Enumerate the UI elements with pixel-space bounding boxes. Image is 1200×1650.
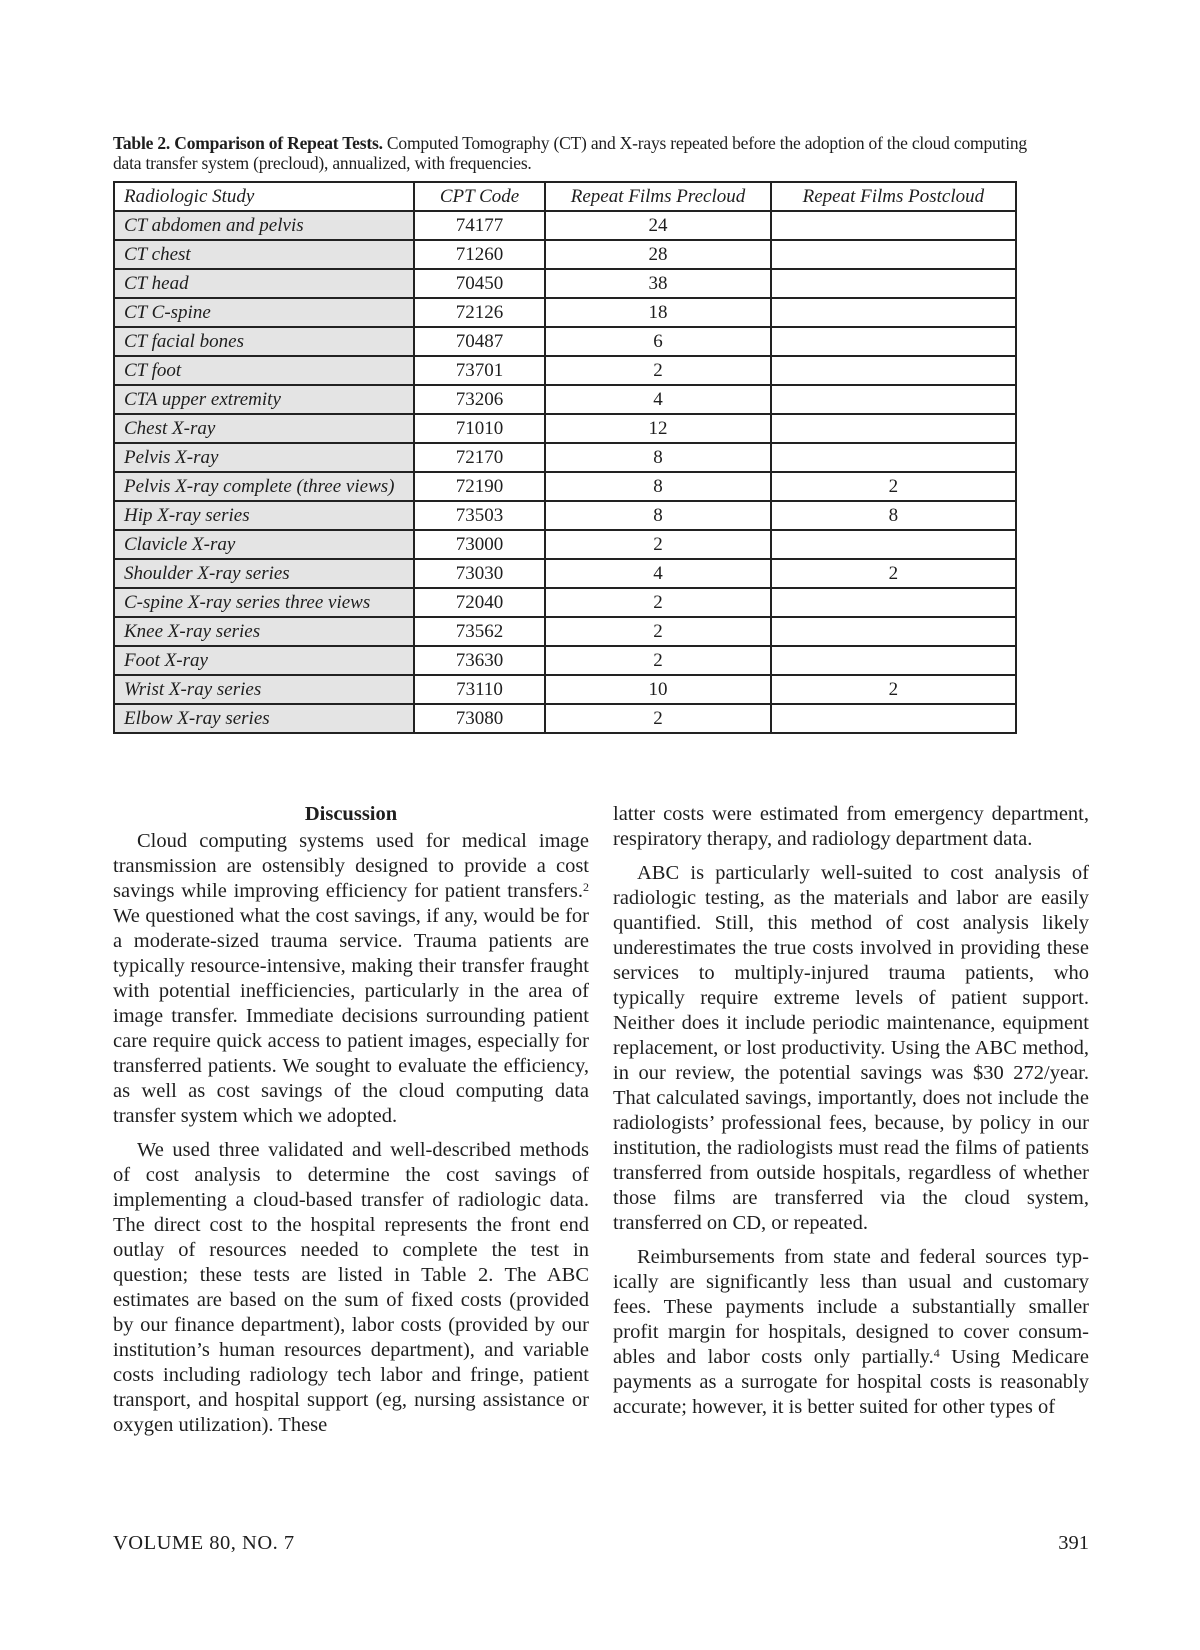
- cell-repeat-precloud: 8: [545, 443, 770, 472]
- paragraph-1-text-a: Cloud computing systems used for medical image transmission are ostensibly designed to provide a cost savings while improving efficiency for patient transfers.: [113, 830, 589, 902]
- cell-repeat-precloud: 2: [545, 530, 770, 559]
- discussion-paragraph-5: [613, 1245, 1089, 1420]
- cell-radiologic-study: CT C-spine: [114, 298, 414, 327]
- cell-cpt-code: 73562: [414, 617, 545, 646]
- cell-repeat-precloud: 4: [545, 559, 770, 588]
- page-number: 391: [1058, 1532, 1089, 1554]
- cell-radiologic-study: CT abdomen and pelvis: [114, 211, 414, 240]
- cell-radiologic-study: Wrist X-ray series: [114, 675, 414, 704]
- cell-cpt-code: 72126: [414, 298, 545, 327]
- cell-repeat-precloud: 2: [545, 704, 770, 733]
- cell-radiologic-study: Foot X-ray: [114, 646, 414, 675]
- table-row: [114, 443, 1016, 472]
- right-column: [613, 802, 1089, 1429]
- table-row: [114, 501, 1016, 530]
- table-caption-label: Table 2. Comparison of Repeat Tests.: [113, 133, 383, 153]
- reference-2: 2: [583, 880, 589, 894]
- cell-radiologic-study: CT foot: [114, 356, 414, 385]
- cell-cpt-code: 73630: [414, 646, 545, 675]
- cell-repeat-precloud: 12: [545, 414, 770, 443]
- cell-repeat-postcloud: 2: [771, 559, 1016, 588]
- table-row: [114, 211, 1016, 240]
- cell-repeat-postcloud: [771, 646, 1016, 675]
- repeat-tests-table: [113, 181, 1017, 734]
- discussion-paragraph-1: [113, 829, 589, 1129]
- cell-cpt-code: 70487: [414, 327, 545, 356]
- table-row: [114, 617, 1016, 646]
- cell-radiologic-study: Hip X-ray series: [114, 501, 414, 530]
- table-row: [114, 530, 1016, 559]
- cell-cpt-code: 73503: [414, 501, 545, 530]
- table-row: [114, 414, 1016, 443]
- cell-repeat-postcloud: [771, 704, 1016, 733]
- cell-cpt-code: 73030: [414, 559, 545, 588]
- cell-cpt-code: 73206: [414, 385, 545, 414]
- cell-repeat-postcloud: [771, 269, 1016, 298]
- cell-repeat-precloud: 18: [545, 298, 770, 327]
- cell-repeat-postcloud: [771, 211, 1016, 240]
- cell-cpt-code: 73701: [414, 356, 545, 385]
- discussion-paragraph-2: We used three validated and well-described methods of cost analysis to determine the cost savings of implementing a cloud-based transfer of radiologic data. The direct cost to the hospital represents the front end outlay of resources needed to complete the test in question; these tests are listed in Table 2. The ABC estimates are based on the sum of fixed costs (provided by our finance department), labor costs (provided by our institution’s human resources department), and variable costs including radiology tech labor and fringe, patient transport, and hospital support (eg, nursing assistance or oxygen utilization). These: [113, 1139, 589, 1436]
- cell-repeat-precloud: 10: [545, 675, 770, 704]
- discussion-paragraph-3: latter costs were estimated from emergency department, respiratory therapy, and radiology department data.: [613, 803, 1089, 850]
- cell-radiologic-study: CTA upper extremity: [114, 385, 414, 414]
- table-row: [114, 298, 1016, 327]
- table-row: [114, 588, 1016, 617]
- cell-repeat-postcloud: [771, 530, 1016, 559]
- cell-repeat-precloud: 6: [545, 327, 770, 356]
- cell-cpt-code: 70450: [414, 269, 545, 298]
- table-row: [114, 356, 1016, 385]
- table-row: [114, 675, 1016, 704]
- table-row: [114, 704, 1016, 733]
- cell-repeat-precloud: 24: [545, 211, 770, 240]
- table-body: [114, 211, 1016, 733]
- left-column: [113, 802, 589, 1447]
- table-row: [114, 646, 1016, 675]
- cell-repeat-postcloud: [771, 298, 1016, 327]
- cell-repeat-precloud: 8: [545, 472, 770, 501]
- cell-repeat-precloud: 2: [545, 356, 770, 385]
- cell-repeat-postcloud: [771, 443, 1016, 472]
- paragraph-1-text-b: We questioned what the cost savings, if any, would be for a moderate-sized trauma service. Trauma patients are typically resource-intensive, making their transfer fraught with potential inefficiencies, particularly in the area of image transfer. Immediate decisions surrounding patient care require quick access to patient images, especially for transferred patients. We sought to evaluate the efficiency, as well as cost savings of the cloud computing data transfer system which we adopted.: [113, 905, 589, 1127]
- cell-radiologic-study: Clavicle X-ray: [114, 530, 414, 559]
- cell-cpt-code: 74177: [414, 211, 545, 240]
- cell-cpt-code: 73000: [414, 530, 545, 559]
- cell-radiologic-study: Elbow X-ray series: [114, 704, 414, 733]
- cell-repeat-precloud: 28: [545, 240, 770, 269]
- cell-repeat-postcloud: [771, 356, 1016, 385]
- table-caption-text: Computed Tomography (CT) and X-rays repeated before the adoption of the cloud computing data transfer system (precloud), annualized, with frequencies.: [113, 133, 1027, 173]
- table-row: [114, 559, 1016, 588]
- table-row: [114, 269, 1016, 298]
- cell-repeat-postcloud: [771, 240, 1016, 269]
- cell-radiologic-study: C-spine X-ray series three views: [114, 588, 414, 617]
- header-cpt-code: CPT Code: [414, 182, 545, 211]
- cell-repeat-postcloud: [771, 414, 1016, 443]
- reference-4: 4: [933, 1346, 940, 1360]
- cell-cpt-code: 72190: [414, 472, 545, 501]
- cell-repeat-postcloud: 2: [771, 472, 1016, 501]
- cell-cpt-code: 72040: [414, 588, 545, 617]
- cell-radiologic-study: Shoulder X-ray series: [114, 559, 414, 588]
- cell-repeat-postcloud: [771, 588, 1016, 617]
- cell-radiologic-study: Chest X-ray: [114, 414, 414, 443]
- table-row: [114, 327, 1016, 356]
- cell-repeat-postcloud: 2: [771, 675, 1016, 704]
- cell-radiologic-study: Pelvis X-ray complete (three views): [114, 472, 414, 501]
- cell-radiologic-study: CT chest: [114, 240, 414, 269]
- cell-repeat-postcloud: [771, 327, 1016, 356]
- cell-repeat-precloud: 2: [545, 588, 770, 617]
- paragraph-5-text-a: Reimbursements from state and federal sources typically are significantly less than usual and customary fees. These payments include a substantially smaller profit margin for hospitals, designed to cover consumables and labor costs only partially.: [613, 1246, 1089, 1368]
- cell-repeat-postcloud: [771, 385, 1016, 414]
- discussion-heading: Discussion: [304, 803, 398, 825]
- cell-repeat-postcloud: 8: [771, 501, 1016, 530]
- volume-label: VOLUME 80, NO. 7: [113, 1532, 295, 1554]
- paragraph-5-text-b: Using Medicare payments as a surrogate for hospital costs is reasonably accurate; however, it is better suited for other types of: [613, 1346, 1090, 1418]
- header-radiologic-study: Radiologic Study: [114, 182, 414, 211]
- table-caption: [113, 133, 1033, 173]
- table-row: [114, 385, 1016, 414]
- cell-cpt-code: 73110: [414, 675, 545, 704]
- table-header-row: [114, 182, 1016, 211]
- cell-repeat-postcloud: [771, 617, 1016, 646]
- cell-cpt-code: 72170: [414, 443, 545, 472]
- cell-repeat-precloud: 8: [545, 501, 770, 530]
- cell-radiologic-study: CT head: [114, 269, 414, 298]
- discussion-paragraph-4: ABC is particularly well-suited to cost analysis of radiologic testing, as the materials and labor are easily quantified. Still, this method of cost analysis likely underestimates the true costs involved in providing these services to multiply-injured trauma patients, who typically require extreme levels of patient support. Neither does it include periodic maintenance, equipment replacement, or lost productivity. Using the ABC method, in our review, the potential savings was $30 272/year. That calculated savings, importantly, does not include the radiologists’ professional fees, because, by policy in our institution, the radiologists must read the films of patients transferred from outside hospitals, regardless of whether those films are transferred via the cloud system, transferred on CD, or repeated.: [613, 862, 1089, 1234]
- cell-radiologic-study: Knee X-ray series: [114, 617, 414, 646]
- table-row: [114, 472, 1016, 501]
- cell-cpt-code: 73080: [414, 704, 545, 733]
- header-repeat-postcloud: Repeat Films Postcloud: [771, 182, 1016, 211]
- cell-cpt-code: 71260: [414, 240, 545, 269]
- cell-radiologic-study: Pelvis X-ray: [114, 443, 414, 472]
- table-row: [114, 240, 1016, 269]
- cell-repeat-precloud: 2: [545, 646, 770, 675]
- header-repeat-precloud: Repeat Films Precloud: [545, 182, 770, 211]
- cell-repeat-precloud: 4: [545, 385, 770, 414]
- cell-repeat-precloud: 38: [545, 269, 770, 298]
- cell-repeat-precloud: 2: [545, 617, 770, 646]
- cell-cpt-code: 71010: [414, 414, 545, 443]
- cell-radiologic-study: CT facial bones: [114, 327, 414, 356]
